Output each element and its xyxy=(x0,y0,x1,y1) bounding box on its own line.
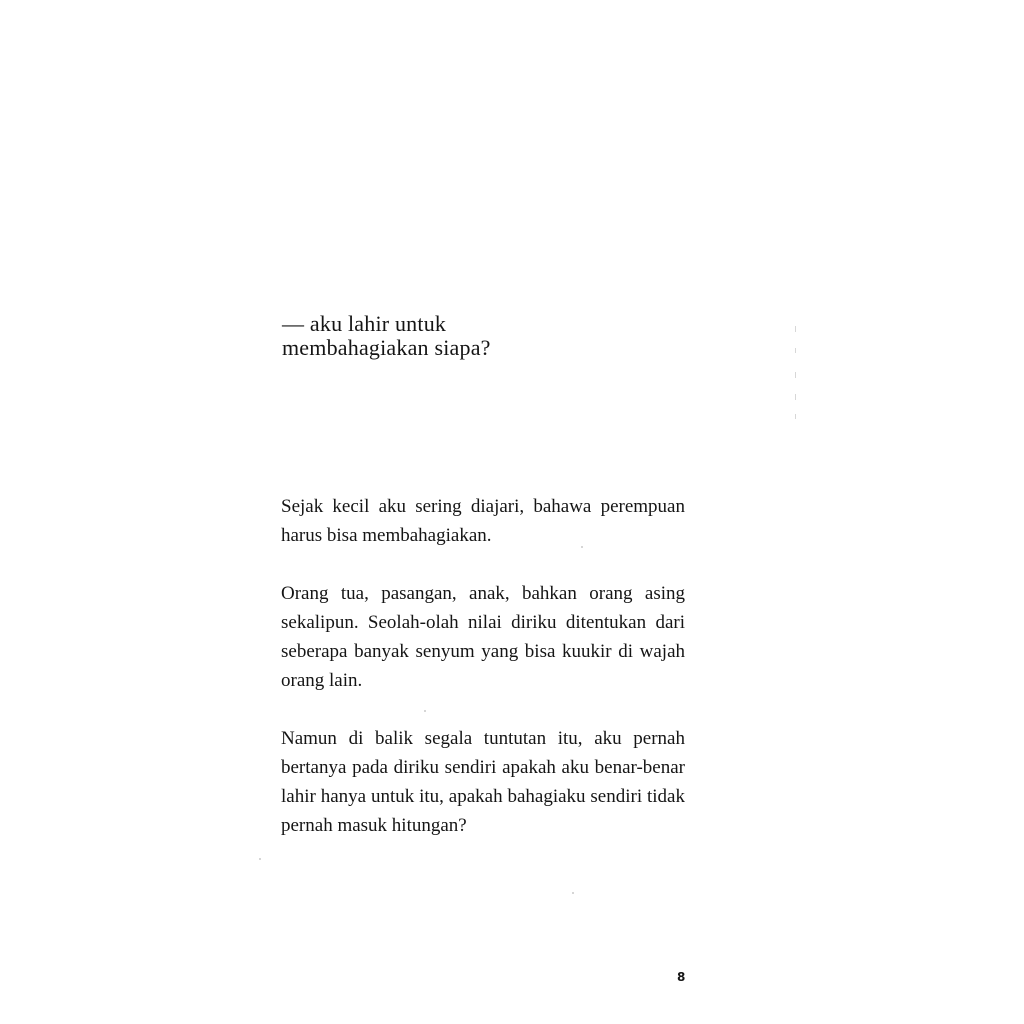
chapter-title-line: — aku lahir untuk xyxy=(282,311,447,336)
chapter-title xyxy=(282,312,702,360)
body-text xyxy=(281,492,685,869)
scan-mark xyxy=(795,326,796,332)
scan-mark xyxy=(795,394,796,400)
paragraph: Namun di balik segala tuntutan itu, aku pernah bertanya pada diriku sendiri apakah aku benar-benar lahir hanya untuk itu, apakah bahagiaku sendiri tidak pernah masuk hitungan? xyxy=(281,728,685,836)
paragraph: Sejak kecil aku sering diajari, bahawa perempuan harus bisa membahagiakan. xyxy=(281,496,685,546)
scan-mark xyxy=(795,348,796,353)
scan-speck xyxy=(424,710,426,712)
scan-speck xyxy=(572,892,574,894)
scan-mark xyxy=(795,414,796,419)
paragraph: Orang tua, pasangan, anak, bahkan orang asing sekalipun. Seolah-olah nilai diriku ditentukan dari seberapa banyak senyum yang bisa kuukir di wajah orang lain. xyxy=(281,583,685,691)
scan-speck xyxy=(259,858,261,860)
scan-mark xyxy=(795,372,796,378)
scan-speck xyxy=(581,546,583,548)
chapter-title-line: membahagiakan siapa? xyxy=(282,335,491,360)
page-number: 8 xyxy=(677,970,686,984)
